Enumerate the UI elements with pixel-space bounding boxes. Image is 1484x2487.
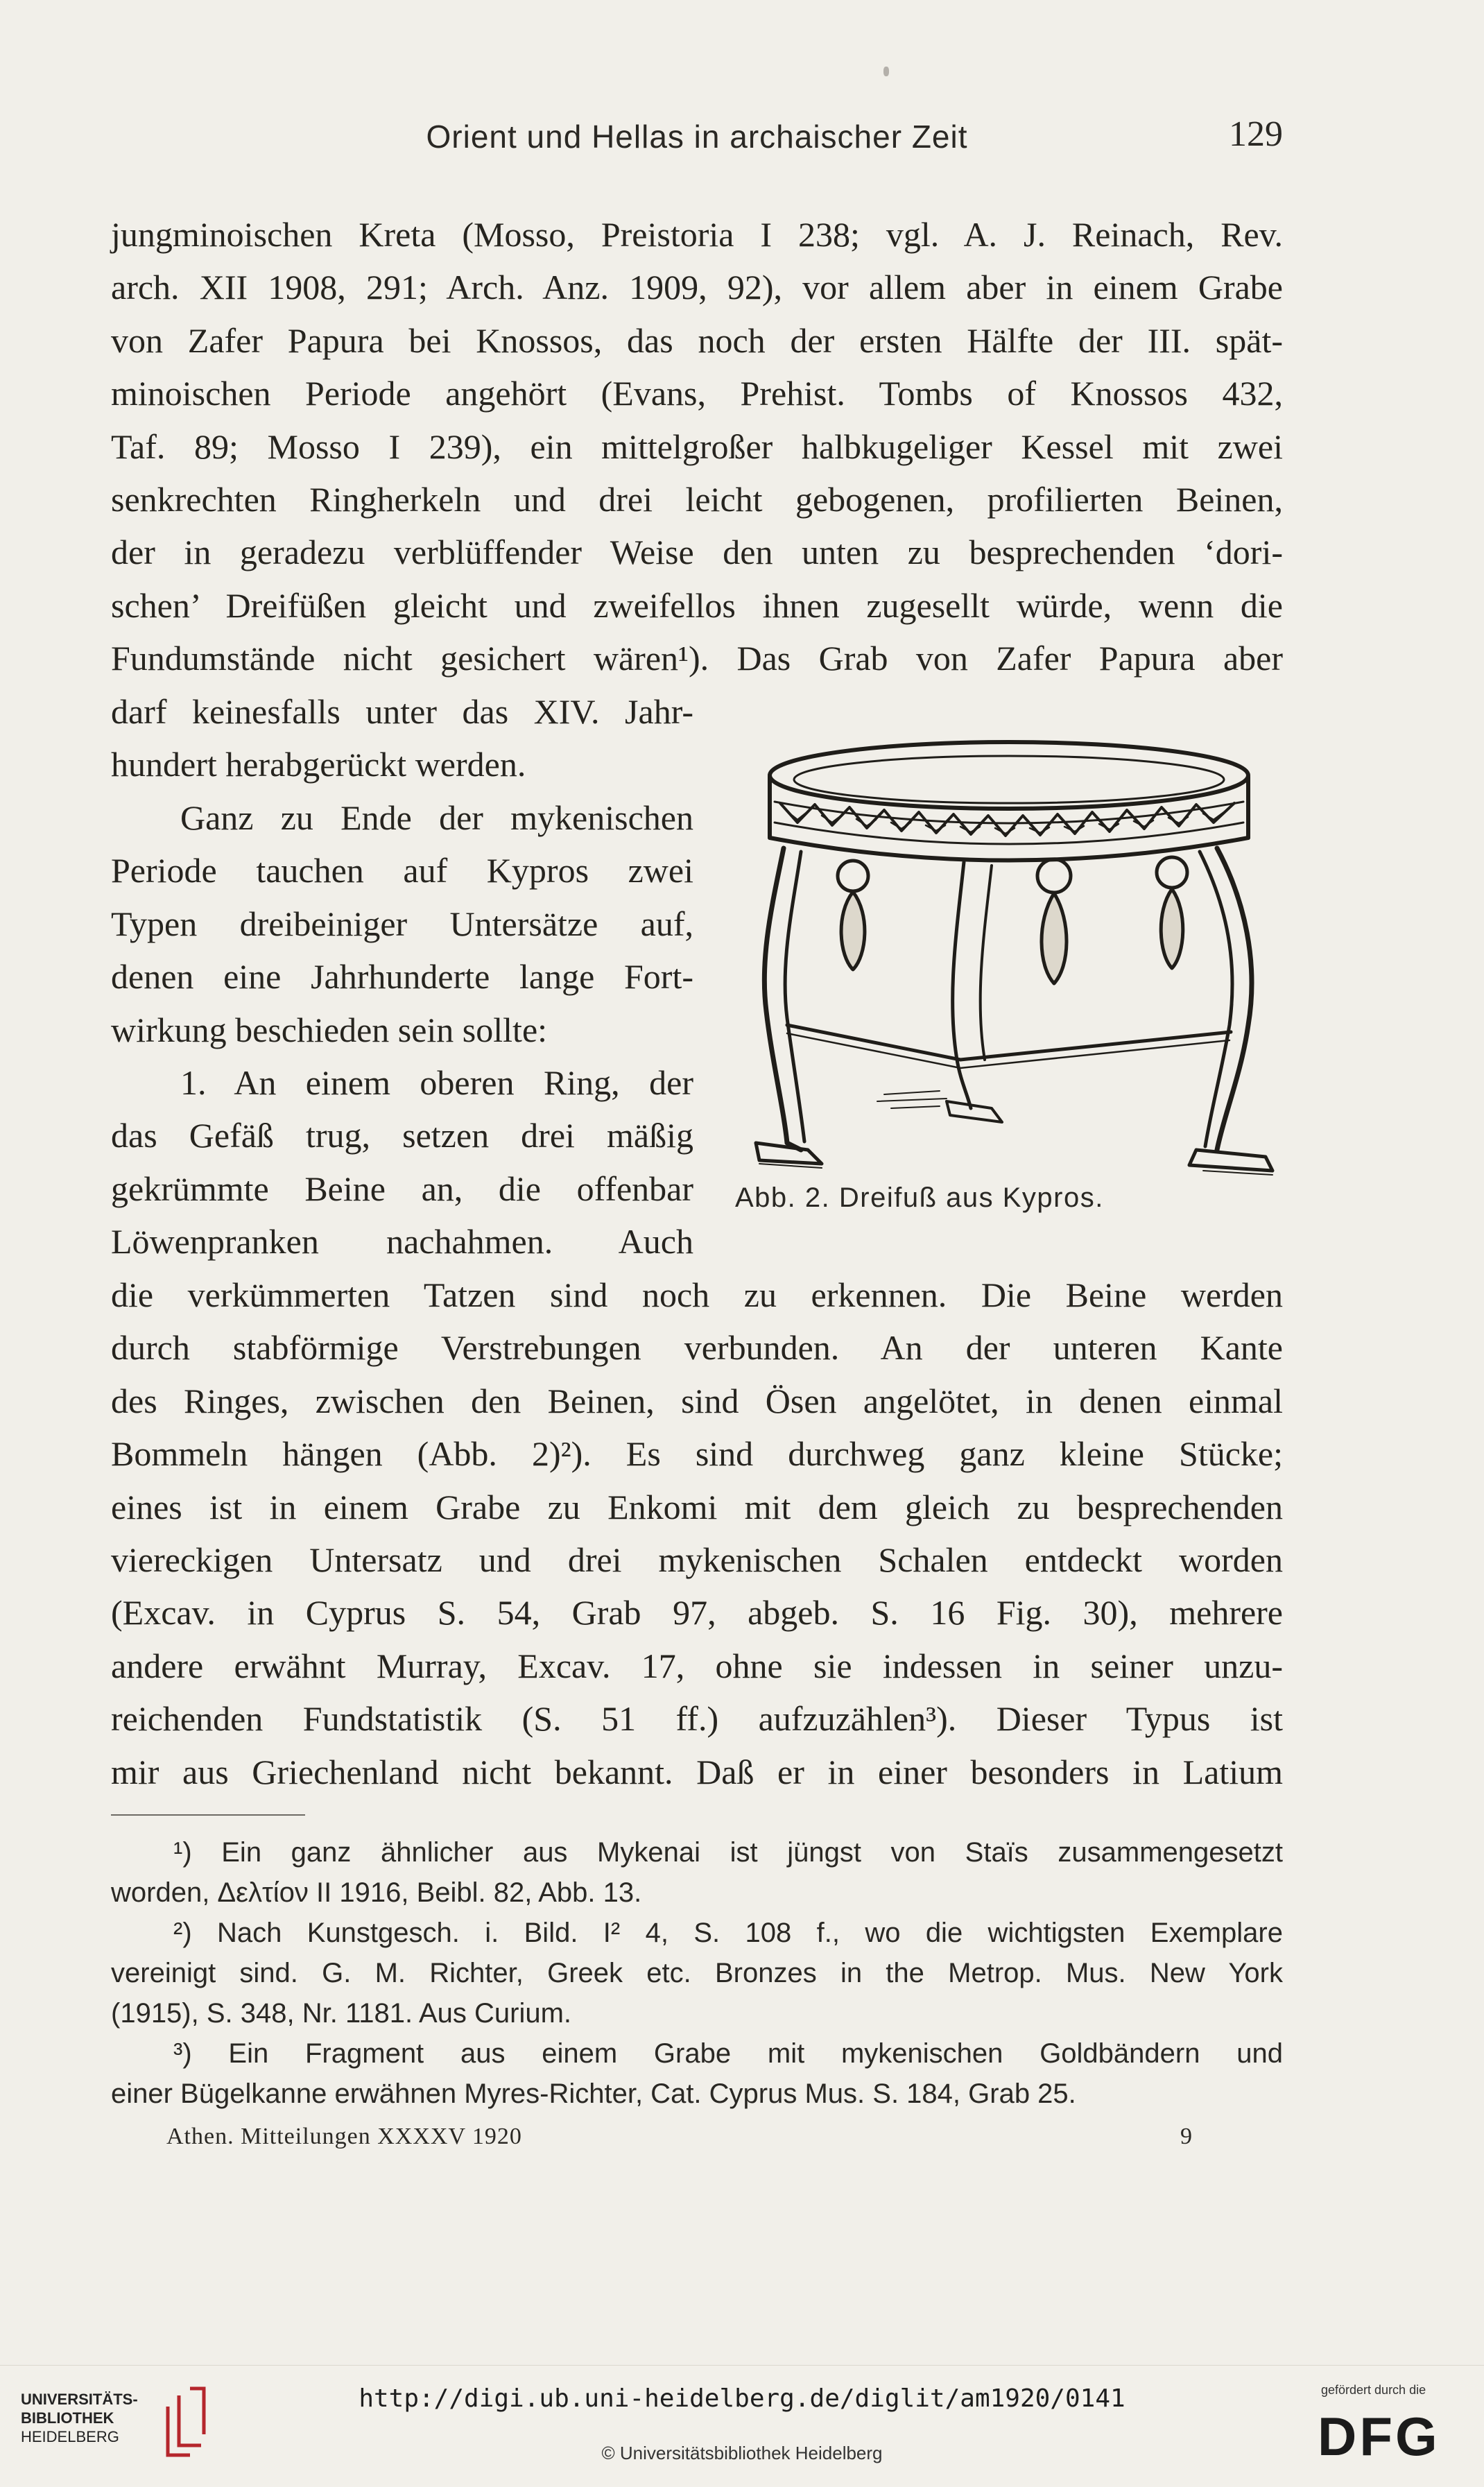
page-number: 129 — [1229, 114, 1283, 154]
footnote-line: ²) Nach Kunstgesch. i. Bild. I² 4, S. 108 f., wo die wichtigsten Exemplare — [173, 1918, 1283, 1948]
text-line: Löwenpranken nachahmen. Auch — [111, 1222, 693, 1262]
copyright-notice: © Universitätsbibliothek Heidelberg — [601, 2443, 883, 2463]
footnote-line: worden, Δελτίον II 1916, Beibl. 82, Abb. 13. — [111, 1877, 642, 1908]
footnote-line: einer Bügelkanne erwähnen Myres-Richter, Cat. Cyprus Mus. S. 184, Grab 25. — [111, 2079, 1076, 2109]
footnote-2 — [111, 1913, 1283, 2033]
footnote-line: ¹) Ein ganz ähnlicher aus Mykenai ist jüngst von Staïs zusammengesetzt — [173, 1837, 1283, 1868]
text-line: darf keinesfalls unter das XIV. Jahr- — [111, 692, 693, 731]
text-line: Bommeln hängen (Abb. 2)²). Es sind durchweg ganz kleine Stücke; — [111, 1434, 1283, 1474]
footnote-3 — [111, 2033, 1283, 2114]
text-line: senkrechten Ringherkeln und drei leicht gebogenen, profilierten Beinen, — [111, 480, 1283, 519]
text-line: andere erwähnt Murray, Excav. 17, ohne sie indessen in seiner unzu- — [111, 1646, 1283, 1685]
signature-line — [166, 2124, 1193, 2150]
paragraph-3 — [111, 1056, 693, 1268]
dfg-logo: DFG — [1318, 2406, 1440, 2467]
library-line-2: BIBLIOTHEK — [21, 2409, 114, 2427]
paragraph-3-continued — [111, 1268, 1283, 1798]
text-line: denen eine Jahrhunderte lange Fort- — [111, 957, 693, 997]
text-line: 1. An einem oberen Ring, der — [180, 1063, 693, 1102]
footnote-line: (1915), S. 348, Nr. 1181. Aus Curium. — [111, 1998, 572, 2029]
source-url[interactable]: http://digi.ub.uni-heidelberg.de/diglit/am1920/0141 — [359, 2384, 1125, 2413]
running-header — [111, 114, 1283, 166]
text-line: Ganz zu Ende der mykenischen — [180, 798, 693, 837]
text-line: schen’ Dreifüßen gleicht und zweifellos ihnen zugesellt würde, wenn die — [111, 585, 1283, 625]
text-line: Fundumstände nicht gesichert wären¹). Das Grab von Zafer Papura aber — [111, 639, 1283, 678]
text-line: von Zafer Papura bei Knossos, das noch der ersten Hälfte der III. spät- — [111, 320, 1283, 360]
text-line: durch stabförmige Verstrebungen verbunden. An der unteren Kante — [111, 1328, 1283, 1368]
text-line: Typen dreibeiniger Untersätze auf, — [111, 904, 693, 943]
text-line: Periode tauchen auf Kypros zwei — [111, 851, 693, 890]
signature-number: 9 — [1180, 2124, 1193, 2149]
text-line: (Excav. in Cyprus S. 54, Grab 97, abgeb. S. 16 Fig. 30), mehrere — [111, 1593, 1283, 1633]
journal-signature: Athen. Mitteilungen XXXXV 1920 — [166, 2124, 522, 2149]
library-line-1: UNIVERSITÄTS- — [21, 2391, 138, 2408]
text-line: das Gefäß trug, setzen drei mäßig — [111, 1116, 693, 1155]
text-line: hundert herabgerückt werden. — [111, 745, 526, 784]
paragraph-1 — [111, 208, 1283, 685]
text-line: viereckigen Untersatz und drei mykenischen Schalen entdeckt worden — [111, 1540, 1283, 1580]
footnote-separator — [111, 1814, 305, 1816]
digitization-footer — [0, 2365, 1484, 2487]
text-line: arch. XII 1908, 291; Arch. Anz. 1909, 92), vor allem aber in einem Grabe — [111, 268, 1283, 307]
text-line: der in geradezu verblüffender Weise den unten zu besprechenden ‘dori- — [111, 533, 1283, 572]
text-line: jungminoischen Kreta (Mosso, Preistoria I 238; vgl. A. J. Reinach, Rev. — [111, 215, 1283, 254]
text-line: reichenden Fundstatistik (S. 51 ff.) aufzuzählen³). Dieser Typus ist — [111, 1699, 1283, 1739]
footnote-line: vereinigt sind. G. M. Richter, Greek etc. Bronzes in the Metrop. Mus. New York — [111, 1958, 1283, 1988]
figure-caption: Abb. 2. Dreifuß aus Kypros. — [735, 1182, 1104, 1213]
scan-speck — [883, 67, 889, 76]
text-line: eines ist in einem Grabe zu Enkomi mit dem gleich zu besprechenden — [111, 1487, 1283, 1526]
footnote-line: ³) Ein Fragment aus einem Grabe mit mykenischen Goldbändern und — [173, 2038, 1283, 2069]
funding-label: gefördert durch die — [1321, 2383, 1426, 2397]
text-line: des Ringes, zwischen den Beinen, sind Ösen angelötet, in denen einmal — [111, 1381, 1283, 1420]
text-line: mir aus Griechenland nicht bekannt. Daß er in einer besonders in Latium — [111, 1752, 1283, 1791]
text-line: Taf. 89; Mosso I 239), ein mittelgroßer halbkugeliger Kessel mit zwei — [111, 427, 1283, 466]
paragraph-1-continued — [111, 685, 693, 791]
text-line: minoischen Periode angehört (Evans, Prehist. Tombs of Knossos 432, — [111, 374, 1283, 413]
text-line: gekrümmte Beine an, die offenbar — [111, 1169, 693, 1208]
paragraph-2 — [111, 791, 693, 1056]
tripod-illustration — [718, 734, 1293, 1178]
running-title: Orient und Hellas in archaischer Zeit — [426, 119, 968, 155]
text-line: die verkümmerten Tatzen sind noch zu erkennen. Die Beine werden — [111, 1275, 1283, 1314]
text-line: wirkung beschieden sein sollte: — [111, 1010, 548, 1049]
library-line-3: HEIDELBERG — [21, 2428, 119, 2445]
footnote-1 — [111, 1832, 1283, 1913]
